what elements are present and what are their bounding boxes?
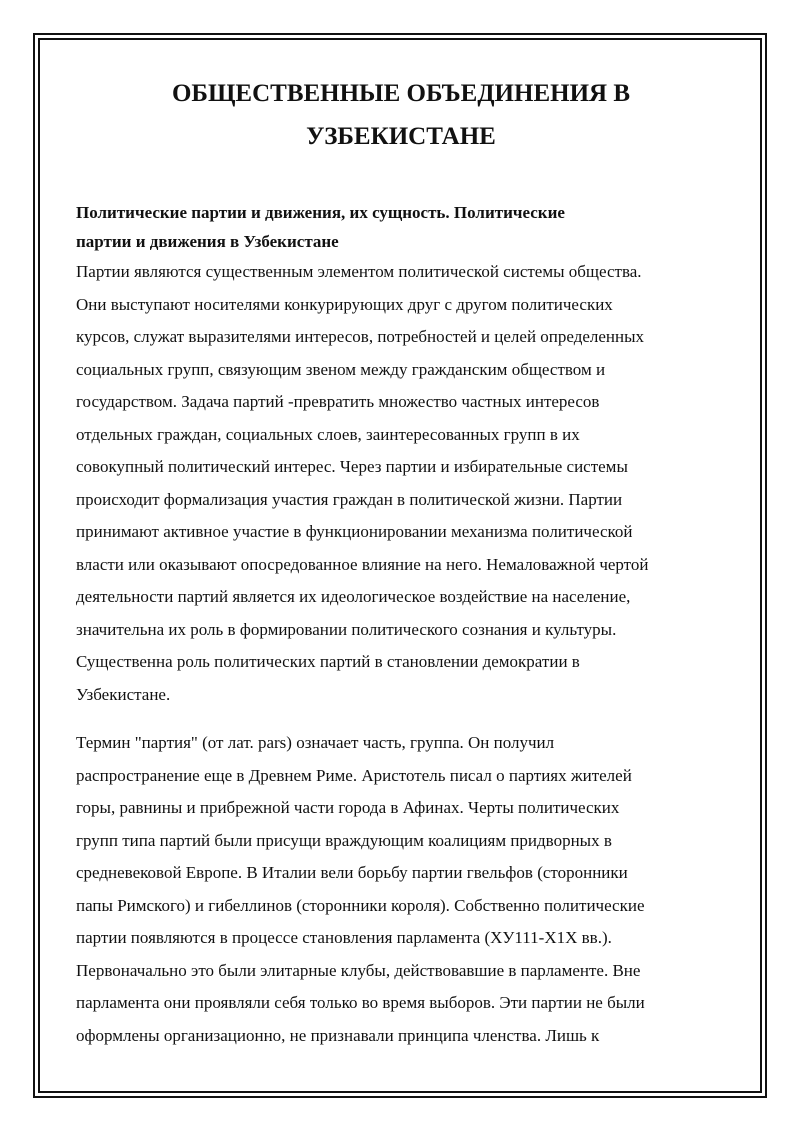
text-line: происходит формализация участия граждан в политической жизни. Партии xyxy=(76,489,623,509)
text-line: Узбекистане. xyxy=(76,684,171,704)
title-line: ОБЩЕСТВЕННЫЕ ОБЪЕДИНЕНИЯ В xyxy=(171,80,630,107)
text-line: оформлены организационно, не признавали принципа членства. Лишь к xyxy=(76,1025,600,1045)
text-line: курсов, служат выразителями интересов, потребностей и целей определенных xyxy=(76,327,645,346)
document-title xyxy=(76,72,726,158)
text-line: горы, равнины и прибрежной части города в Афинах. Черты политических xyxy=(76,798,620,817)
text-line: парламента они проявляли себя только во время выборов. Эти партии не были xyxy=(76,993,645,1012)
text-line: групп типа партий были присущи враждующим коалициям придворных в xyxy=(76,830,612,850)
text-line: Партии являются существенным элементом политической системы общества. xyxy=(76,262,642,281)
text-line: Термин "партия" (от лат. pars) означает часть, группа. Он получил xyxy=(76,733,555,752)
text-line: партии появляются в процессе становления парламента (XУ111-X1X вв.). xyxy=(76,928,612,947)
text-line: распространение еще в Древнем Риме. Аристотель писал о партиях жителей xyxy=(76,765,632,785)
text-line: папы Римского) и гибеллинов (сторонники короля). Собственно политические xyxy=(76,895,645,915)
text-line: средневековой Европе. В Италии вели борьбу партии гвельфов (сторонники xyxy=(76,863,628,882)
section-heading xyxy=(76,198,726,256)
text-line: Они выступают носителями конкурирующих друг с другом политических xyxy=(76,294,613,314)
text-line: Существенна роль политических партий в становлении демократии в xyxy=(76,652,580,671)
text-line: государством. Задача партий -превратить множество частных интересов xyxy=(76,392,600,411)
paragraph-2 xyxy=(76,727,726,1052)
text-line: социальных групп, связующим звеном между гражданским обществом и xyxy=(76,359,606,379)
heading-line: партии и движения в Узбекистане xyxy=(76,232,339,251)
document-body xyxy=(76,72,726,1052)
title-line: УЗБЕКИСТАНЕ xyxy=(306,123,496,150)
heading-line: Политические партии и движения, их сущность. Политические xyxy=(76,203,565,222)
text-line: значительна их роль в формировании политического сознания и культуры. xyxy=(76,619,617,639)
text-line: совокупный политический интерес. Через партии и избирательные системы xyxy=(76,457,628,476)
text-line: Первоначально это были элитарные клубы, действовавшие в парламенте. Вне xyxy=(76,960,641,980)
paragraph-1 xyxy=(76,256,726,711)
text-line: деятельности партий является их идеологическое воздействие на население, xyxy=(76,587,631,606)
text-line: отдельных граждан, социальных слоев, заинтересованных групп в их xyxy=(76,424,580,444)
text-line: принимают активное участие в функционировании механизма политической xyxy=(76,522,633,541)
text-line: власти или оказывают опосредованное влияние на него. Немаловажной чертой xyxy=(76,554,649,574)
